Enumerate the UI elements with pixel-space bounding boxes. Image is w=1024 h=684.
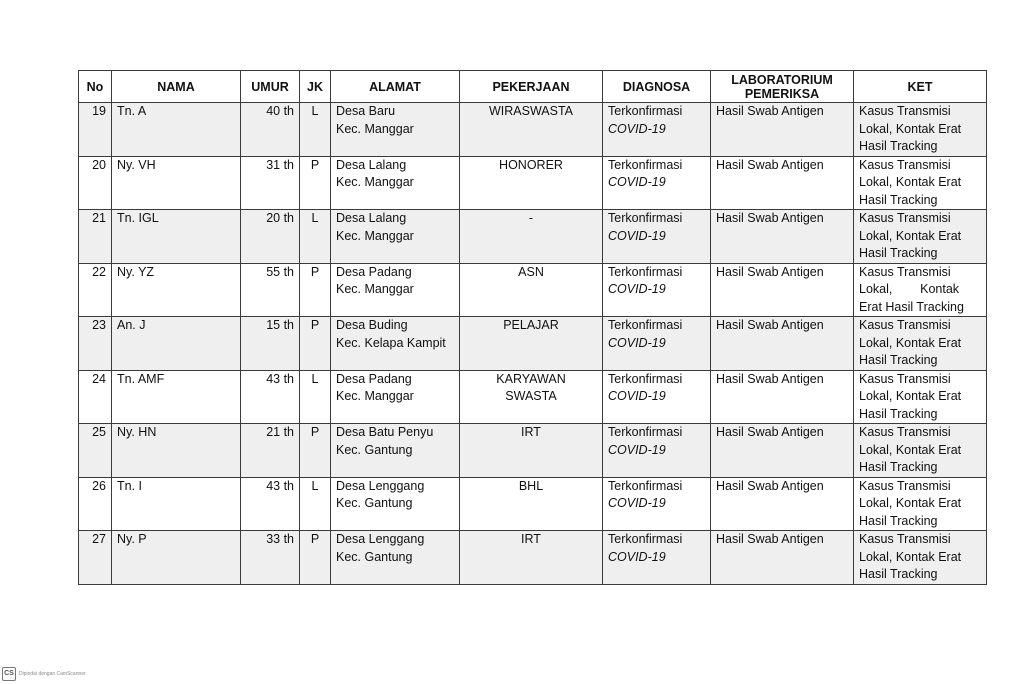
- alamat-desa: Desa Lenggang: [336, 478, 425, 493]
- diagnosa-disease: COVID-19: [608, 549, 666, 564]
- cell-umur: 21 th: [241, 424, 300, 478]
- diagnosa-status: Terkonfirmasi: [608, 104, 683, 118]
- cell-jk: L: [300, 103, 331, 157]
- pekerjaan-line-1: IRT: [521, 425, 541, 439]
- table-row: [79, 531, 987, 585]
- pekerjaan-line-1: BHL: [518, 478, 544, 493]
- cell-laboratorium: Hasil Swab Antigen: [711, 263, 854, 317]
- ket-line-2: Lokal, Kontak Erat: [859, 175, 962, 189]
- alamat-kecamatan: Kec. Kelapa Kampit: [336, 335, 446, 350]
- cell-no: 24: [79, 370, 112, 424]
- cell-nama: Ny. YZ: [112, 263, 241, 317]
- cell-alamat: [331, 103, 460, 157]
- cell-jk: L: [300, 477, 331, 531]
- cell-no: 27: [79, 531, 112, 585]
- cell-laboratorium: Hasil Swab Antigen: [711, 103, 854, 157]
- table-row: [79, 156, 987, 210]
- cell-laboratorium: Hasil Swab Antigen: [711, 317, 854, 371]
- cell-pekerjaan: [460, 263, 603, 317]
- ket-line-3: Erat Hasil Tracking: [859, 299, 964, 314]
- ket-line-1: Kasus Transmisi: [859, 318, 951, 332]
- header-pekerjaan: PEKERJAAN: [460, 71, 603, 103]
- alamat-kecamatan: Kec. Manggar: [336, 228, 414, 243]
- cell-diagnosa: [603, 531, 711, 585]
- header-ket: KET: [854, 71, 987, 103]
- cell-diagnosa: [603, 317, 711, 371]
- pekerjaan-line-1: -: [528, 211, 534, 225]
- table-row: [79, 424, 987, 478]
- cell-no: 22: [79, 263, 112, 317]
- cell-umur: 31 th: [241, 156, 300, 210]
- diagnosa-disease: COVID-19: [608, 442, 666, 457]
- cell-diagnosa: [603, 370, 711, 424]
- ket-line-3: Hasil Tracking: [859, 406, 938, 421]
- cell-nama: Tn. AMF: [112, 370, 241, 424]
- cell-diagnosa: [603, 103, 711, 157]
- header-laboratorium: [711, 71, 854, 103]
- alamat-desa: Desa Lenggang: [336, 532, 425, 546]
- cell-laboratorium: Hasil Swab Antigen: [711, 370, 854, 424]
- alamat-kecamatan: Kec. Manggar: [336, 282, 414, 296]
- ket-line-3: Hasil Tracking: [859, 246, 938, 260]
- cell-pekerjaan: [460, 531, 603, 585]
- cell-laboratorium: Hasil Swab Antigen: [711, 156, 854, 210]
- ket-line-1: Kasus Transmisi: [859, 532, 951, 546]
- alamat-desa: Desa Lalang: [336, 157, 407, 172]
- cell-jk: P: [300, 424, 331, 478]
- alamat-desa: Desa Buding: [336, 318, 408, 332]
- ket-line-3: Hasil Tracking: [859, 513, 938, 528]
- header-diagnosa: DIAGNOSA: [603, 71, 711, 103]
- cell-nama: Tn. IGL: [112, 210, 241, 264]
- diagnosa-disease: COVID-19: [608, 335, 666, 350]
- alamat-desa: Desa Baru: [336, 104, 396, 118]
- alamat-kecamatan: Kec. Manggar: [336, 121, 414, 136]
- alamat-desa: Desa Padang: [336, 371, 412, 386]
- pekerjaan-line-1: WIRASWASTA: [488, 104, 574, 118]
- cell-alamat: [331, 263, 460, 317]
- cell-no: 21: [79, 210, 112, 264]
- cell-pekerjaan: [460, 103, 603, 157]
- cell-jk: P: [300, 263, 331, 317]
- alamat-kecamatan: Kec. Gantung: [336, 549, 413, 564]
- cell-ket: [854, 263, 987, 317]
- table-row: [79, 370, 987, 424]
- ket-line-1: Kasus Transmisi: [859, 264, 951, 279]
- diagnosa-status: Terkonfirmasi: [608, 425, 683, 439]
- cell-ket: [854, 424, 987, 478]
- diagnosa-status: Terkonfirmasi: [608, 532, 683, 546]
- cell-umur: 43 th: [241, 477, 300, 531]
- diagnosa-status: Terkonfirmasi: [608, 478, 683, 493]
- cell-jk: L: [300, 370, 331, 424]
- diagnosa-disease: COVID-19: [608, 121, 666, 136]
- header-lab-line-2: PEMERIKSA: [744, 86, 820, 101]
- diagnosa-disease: COVID-19: [608, 389, 666, 403]
- cell-alamat: [331, 477, 460, 531]
- table-row: [79, 263, 987, 317]
- header-umur: UMUR: [241, 71, 300, 103]
- cell-ket: [854, 370, 987, 424]
- diagnosa-status: Terkonfirmasi: [608, 264, 683, 279]
- cell-ket: [854, 477, 987, 531]
- cell-jk: P: [300, 317, 331, 371]
- cell-nama: Ny. HN: [112, 424, 241, 478]
- scanner-watermark: [2, 667, 86, 681]
- cell-pekerjaan: [460, 424, 603, 478]
- cell-pekerjaan: [460, 370, 603, 424]
- cell-no: 25: [79, 424, 112, 478]
- cell-nama: Ny. P: [112, 531, 241, 585]
- diagnosa-disease: COVID-19: [608, 282, 666, 296]
- cell-pekerjaan: [460, 317, 603, 371]
- pekerjaan-line-1: KARYAWAN: [496, 371, 566, 386]
- diagnosa-disease: COVID-19: [608, 228, 666, 243]
- alamat-kecamatan: Kec. Gantung: [336, 442, 413, 457]
- ket-line-2: Lokal, Kontak Erat: [859, 496, 962, 510]
- cell-ket: [854, 210, 987, 264]
- alamat-kecamatan: Kec. Gantung: [336, 496, 413, 510]
- cell-laboratorium: Hasil Swab Antigen: [711, 424, 854, 478]
- header-lab-line-1: LABORATORIUM: [731, 72, 833, 87]
- ket-line-2: Lokal, Kontak: [859, 282, 960, 296]
- cell-no: 19: [79, 103, 112, 157]
- ket-line-3: Hasil Tracking: [859, 192, 938, 207]
- cell-pekerjaan: [460, 210, 603, 264]
- cell-umur: 43 th: [241, 370, 300, 424]
- cell-ket: [854, 317, 987, 371]
- cell-alamat: [331, 156, 460, 210]
- cell-no: 23: [79, 317, 112, 371]
- ket-line-2: Lokal, Kontak Erat: [859, 335, 962, 350]
- cell-umur: 15 th: [241, 317, 300, 371]
- ket-line-3: Hasil Tracking: [859, 567, 938, 581]
- alamat-desa: Desa Lalang: [336, 211, 407, 225]
- cell-jk: P: [300, 531, 331, 585]
- cell-alamat: [331, 424, 460, 478]
- cell-nama: Ny. VH: [112, 156, 241, 210]
- header-nama: NAMA: [112, 71, 241, 103]
- diagnosa-disease: COVID-19: [608, 175, 666, 189]
- cell-diagnosa: [603, 477, 711, 531]
- cell-diagnosa: [603, 263, 711, 317]
- cell-nama: An. J: [112, 317, 241, 371]
- ket-line-2: Lokal, Kontak Erat: [859, 121, 962, 136]
- table-row: [79, 477, 987, 531]
- diagnosa-status: Terkonfirmasi: [608, 157, 683, 172]
- header-jk: JK: [300, 71, 331, 103]
- ket-line-1: Kasus Transmisi: [859, 211, 951, 225]
- cell-no: 26: [79, 477, 112, 531]
- cell-nama: Tn. I: [112, 477, 241, 531]
- pekerjaan-line-1: ASN: [518, 264, 544, 279]
- cell-pekerjaan: [460, 156, 603, 210]
- table-header-row: [79, 71, 987, 103]
- cell-alamat: [331, 210, 460, 264]
- cell-laboratorium: Hasil Swab Antigen: [711, 477, 854, 531]
- diagnosa-status: Terkonfirmasi: [608, 211, 683, 225]
- pekerjaan-line-1: HONORER: [499, 157, 563, 172]
- cell-alamat: [331, 370, 460, 424]
- cell-umur: 55 th: [241, 263, 300, 317]
- ket-line-2: Lokal, Kontak Erat: [859, 389, 962, 403]
- ket-line-1: Kasus Transmisi: [859, 104, 951, 118]
- alamat-desa: Desa Batu Penyu: [336, 425, 434, 439]
- header-no: No: [79, 71, 112, 103]
- cell-alamat: [331, 317, 460, 371]
- alamat-desa: Desa Padang: [336, 264, 412, 279]
- cell-umur: 40 th: [241, 103, 300, 157]
- cell-diagnosa: [603, 210, 711, 264]
- pekerjaan-line-1: PELAJAR: [503, 318, 559, 332]
- ket-line-2: Lokal, Kontak Erat: [859, 442, 962, 457]
- pekerjaan-line-1: IRT: [521, 532, 541, 546]
- ket-line-2: Lokal, Kontak Erat: [859, 228, 962, 243]
- diagnosa-disease: COVID-19: [608, 496, 666, 510]
- ket-line-1: Kasus Transmisi: [859, 371, 951, 386]
- diagnosa-status: Terkonfirmasi: [608, 371, 683, 386]
- table-row: [79, 210, 987, 264]
- diagnosa-status: Terkonfirmasi: [608, 318, 683, 332]
- ket-line-3: Hasil Tracking: [859, 353, 938, 367]
- ket-line-1: Kasus Transmisi: [859, 157, 951, 172]
- cell-ket: [854, 531, 987, 585]
- table-row: [79, 317, 987, 371]
- cell-diagnosa: [603, 424, 711, 478]
- cell-jk: P: [300, 156, 331, 210]
- cell-no: 20: [79, 156, 112, 210]
- patient-table: [78, 70, 987, 585]
- cell-alamat: [331, 531, 460, 585]
- cell-umur: 20 th: [241, 210, 300, 264]
- ket-line-3: Hasil Tracking: [859, 460, 938, 474]
- camscanner-icon: CS: [2, 667, 16, 681]
- ket-line-1: Kasus Transmisi: [859, 478, 951, 493]
- cell-diagnosa: [603, 156, 711, 210]
- cell-ket: [854, 103, 987, 157]
- pekerjaan-line-2: SWASTA: [505, 389, 557, 403]
- header-alamat: ALAMAT: [331, 71, 460, 103]
- cell-laboratorium: Hasil Swab Antigen: [711, 210, 854, 264]
- scanner-text: Dipindai dengan CamScanner: [19, 671, 86, 677]
- cell-ket: [854, 156, 987, 210]
- cell-laboratorium: Hasil Swab Antigen: [711, 531, 854, 585]
- cell-umur: 33 th: [241, 531, 300, 585]
- ket-line-1: Kasus Transmisi: [859, 425, 951, 439]
- ket-line-3: Hasil Tracking: [859, 139, 938, 153]
- cell-jk: L: [300, 210, 331, 264]
- cell-nama: Tn. A: [112, 103, 241, 157]
- cell-pekerjaan: [460, 477, 603, 531]
- alamat-kecamatan: Kec. Manggar: [336, 175, 414, 189]
- ket-line-2: Lokal, Kontak Erat: [859, 549, 962, 564]
- table-row: [79, 103, 987, 157]
- alamat-kecamatan: Kec. Manggar: [336, 389, 414, 403]
